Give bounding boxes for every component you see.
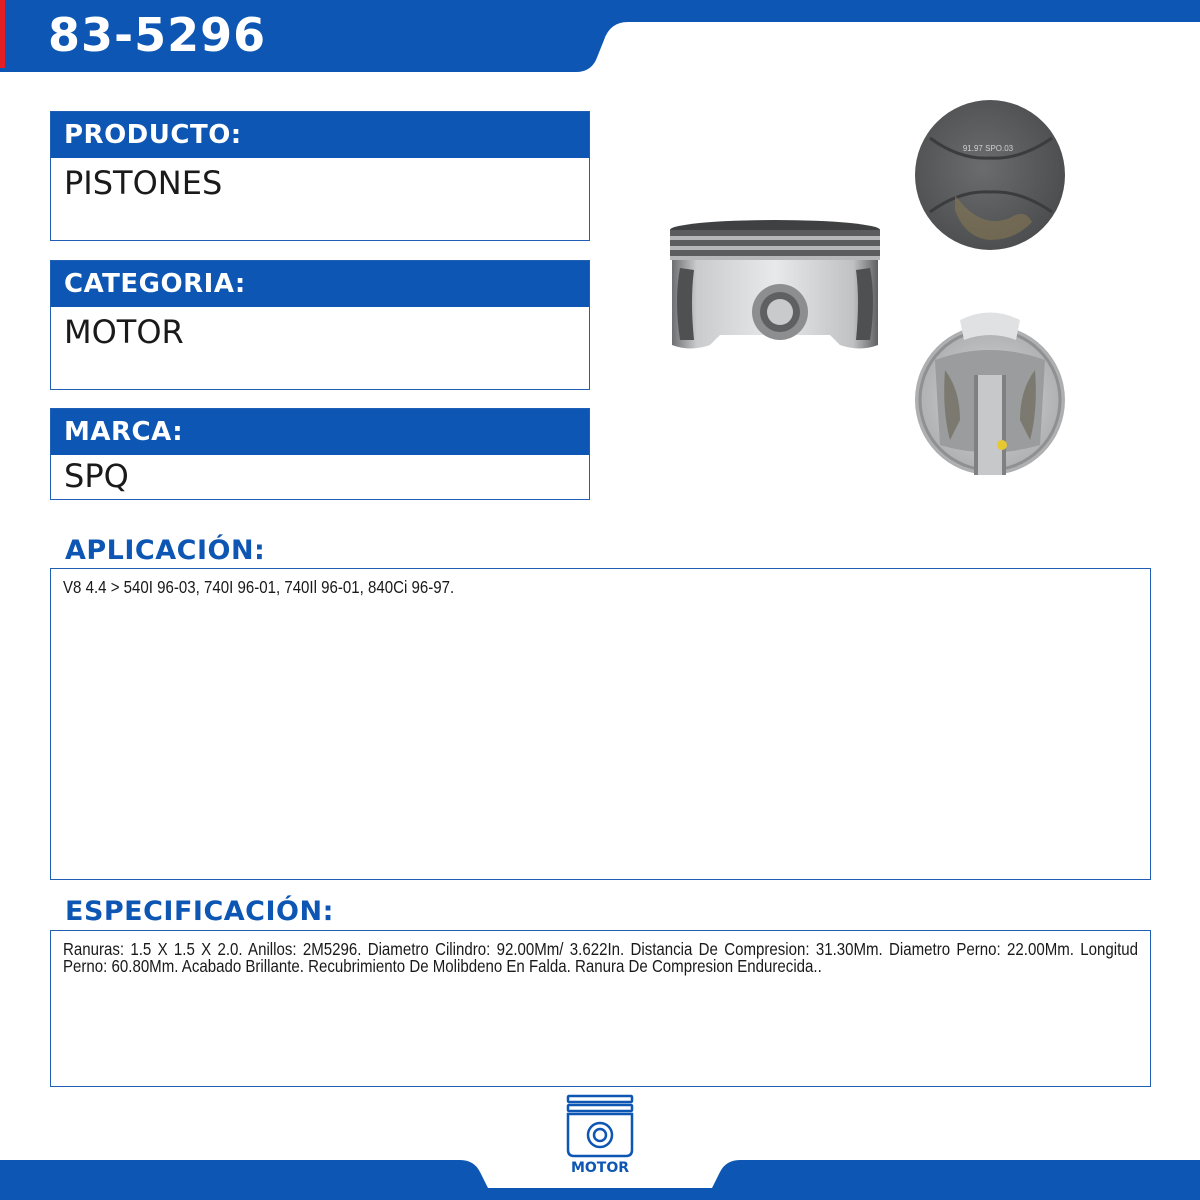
especificacion-text: Ranuras: 1.5 X 1.5 X 2.0. Anillos: 2M5296. Diametro Cilindro: 92.00Mm/ 3.622In. Distancia De Compresion: 31.30Mm. Diametro Perno: 22.00Mm. Longitud Perno: 60.80Mm. Acabado Brillante. Recubrimiento De Molibdeno En Falda. Ranura De Compresion Endurecida.. — [63, 939, 1138, 976]
field-label-marca: MARCA: — [51, 409, 589, 455]
aplicacion-title: APLICACIÓN: — [65, 535, 266, 566]
motor-badge-label: MOTOR — [570, 1160, 630, 1176]
header-bar — [0, 0, 1200, 72]
piston-side-view — [670, 220, 880, 349]
field-categoria — [50, 260, 590, 390]
crown-marking: 91.97 SPO.03 — [962, 144, 1014, 153]
especificacion-title: ESPECIFICACIÓN: — [65, 896, 334, 927]
product-images — [660, 90, 1160, 510]
aplicacion-text: V8 4.4 > 540I 96-03, 740I 96-01, 740Il 96-01, 840Ci 96-97. — [63, 577, 455, 597]
field-producto — [50, 111, 590, 241]
field-label-producto: PRODUCTO: — [51, 112, 589, 158]
field-value-producto: PISTONES — [64, 164, 223, 202]
especificacion-box — [50, 930, 1151, 1087]
field-marca — [50, 408, 590, 500]
piston-underside-view — [915, 313, 1065, 476]
field-value-categoria: MOTOR — [64, 313, 184, 351]
aplicacion-box — [50, 568, 1151, 880]
motor-badge — [562, 1092, 638, 1182]
field-label-categoria: CATEGORIA: — [51, 261, 589, 307]
part-number-title: 83-5296 — [48, 8, 267, 62]
piston-icon — [562, 1092, 638, 1160]
red-accent-stripe — [0, 0, 5, 68]
field-value-marca: SPQ — [64, 457, 129, 495]
piston-crown-view — [915, 100, 1065, 250]
